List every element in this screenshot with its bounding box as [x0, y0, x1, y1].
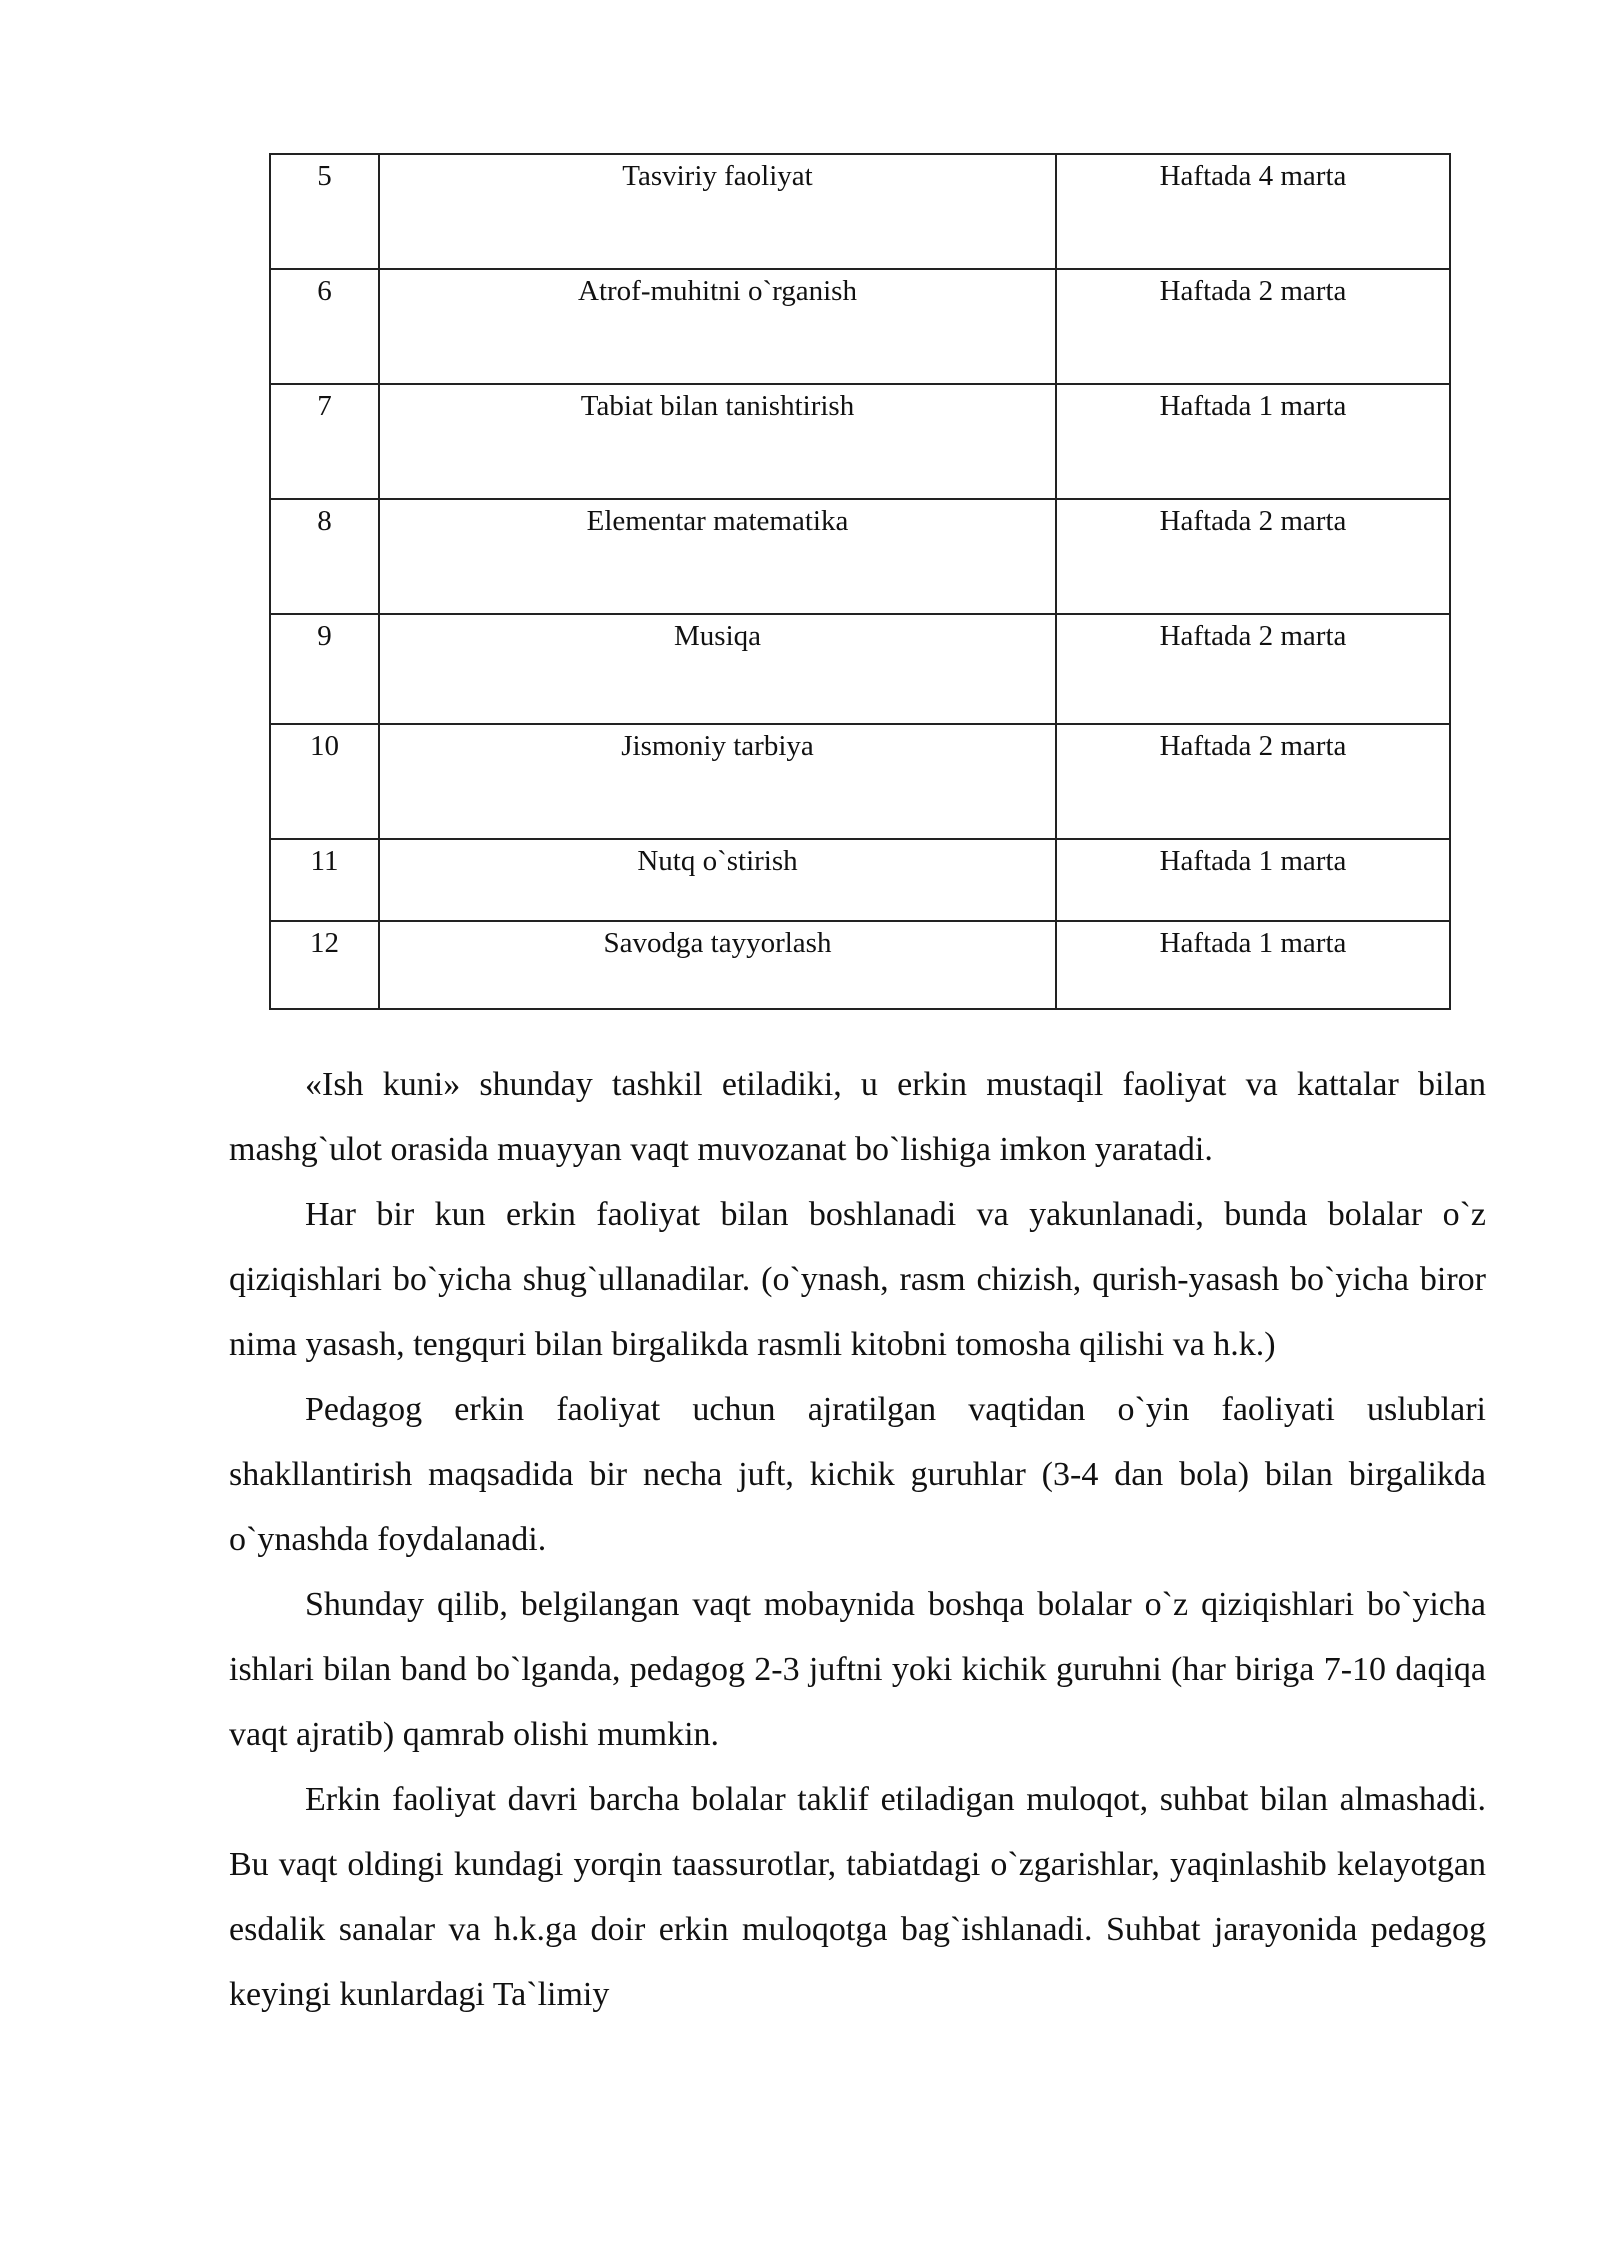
table-row: [270, 614, 1450, 724]
table-row: [270, 921, 1450, 1009]
row-subject: Savodga tayyorlash: [379, 921, 1056, 1009]
row-number: 5: [270, 154, 379, 269]
row-number: 8: [270, 499, 379, 614]
paragraph: Shunday qilib, belgilangan vaqt mobaynida boshqa bolalar o`z qiziqishlari bo`yicha ishlari bilan band bo`lganda, pedagog 2-3 juftni yoki kichik guruhni (har biriga 7-10 daqiqa vaqt ajratib) qamrab olishi mumkin.: [229, 1586, 1486, 1753]
table-row: [270, 384, 1450, 499]
schedule-table: [269, 153, 1451, 1010]
row-subject: Nutq o`stirish: [379, 839, 1056, 921]
paragraph: «Ish kuni» shunday tashkil etiladiki, u erkin mustaqil faoliyat va kattalar bilan mashg`ulot orasida muayyan vaqt muvozanat bo`lishiga imkon yaratadi.: [229, 1066, 1486, 1168]
row-frequency: Haftada 2 marta: [1056, 269, 1450, 384]
table-row: [270, 839, 1450, 921]
row-subject: Elementar matematika: [379, 499, 1056, 614]
row-number: 9: [270, 614, 379, 724]
paragraph: Har bir kun erkin faoliyat bilan boshlanadi va yakunlanadi, bunda bolalar o`z qiziqishlari bo`yicha shug`ullanadilar. (o`ynash, rasm chizish, qurish-yasash bo`yicha biror nima yasash, tengquri bilan birgalikda rasmli kitobni tomosha qilishi va h.k.): [229, 1196, 1486, 1363]
row-number: 11: [270, 839, 379, 921]
row-frequency: Haftada 1 marta: [1056, 384, 1450, 499]
paragraph: Pedagog erkin faoliyat uchun ajratilgan vaqtidan o`yin faoliyati uslublari shakllantirish maqsadida bir necha juft, kichik guruhlar (3-4 dan bola) bilan birgalikda o`ynashda foydalanadi.: [229, 1391, 1486, 1558]
row-subject: Jismoniy tarbiya: [379, 724, 1056, 839]
row-number: 7: [270, 384, 379, 499]
table-row: [270, 499, 1450, 614]
table-row: [270, 724, 1450, 839]
table-row: [270, 154, 1450, 269]
row-subject: Musiqa: [379, 614, 1056, 724]
body-text: [229, 1052, 1486, 2027]
row-subject: Tasviriy faoliyat: [379, 154, 1056, 269]
row-frequency: Haftada 4 marta: [1056, 154, 1450, 269]
row-subject: Tabiat bilan tanishtirish: [379, 384, 1056, 499]
row-number: 6: [270, 269, 379, 384]
row-subject: Atrof-muhitni o`rganish: [379, 269, 1056, 384]
row-frequency: Haftada 2 marta: [1056, 499, 1450, 614]
row-frequency: Haftada 1 marta: [1056, 921, 1450, 1009]
row-number: 12: [270, 921, 379, 1009]
row-number: 10: [270, 724, 379, 839]
row-frequency: Haftada 2 marta: [1056, 614, 1450, 724]
row-frequency: Haftada 2 marta: [1056, 724, 1450, 839]
row-frequency: Haftada 1 marta: [1056, 839, 1450, 921]
table-row: [270, 269, 1450, 384]
paragraph: Erkin faoliyat davri barcha bolalar taklif etiladigan muloqot, suhbat bilan almashadi. Bu vaqt oldingi kundagi yorqin taassurotlar, tabiatdagi o`zgarishlar, yaqinlashib kelayotgan esdalik sanalar va h.k.ga doir erkin muloqotga bag`ishlanadi. Suhbat jarayonida pedagog keyingi kunlardagi Ta`limiy: [229, 1781, 1486, 2013]
